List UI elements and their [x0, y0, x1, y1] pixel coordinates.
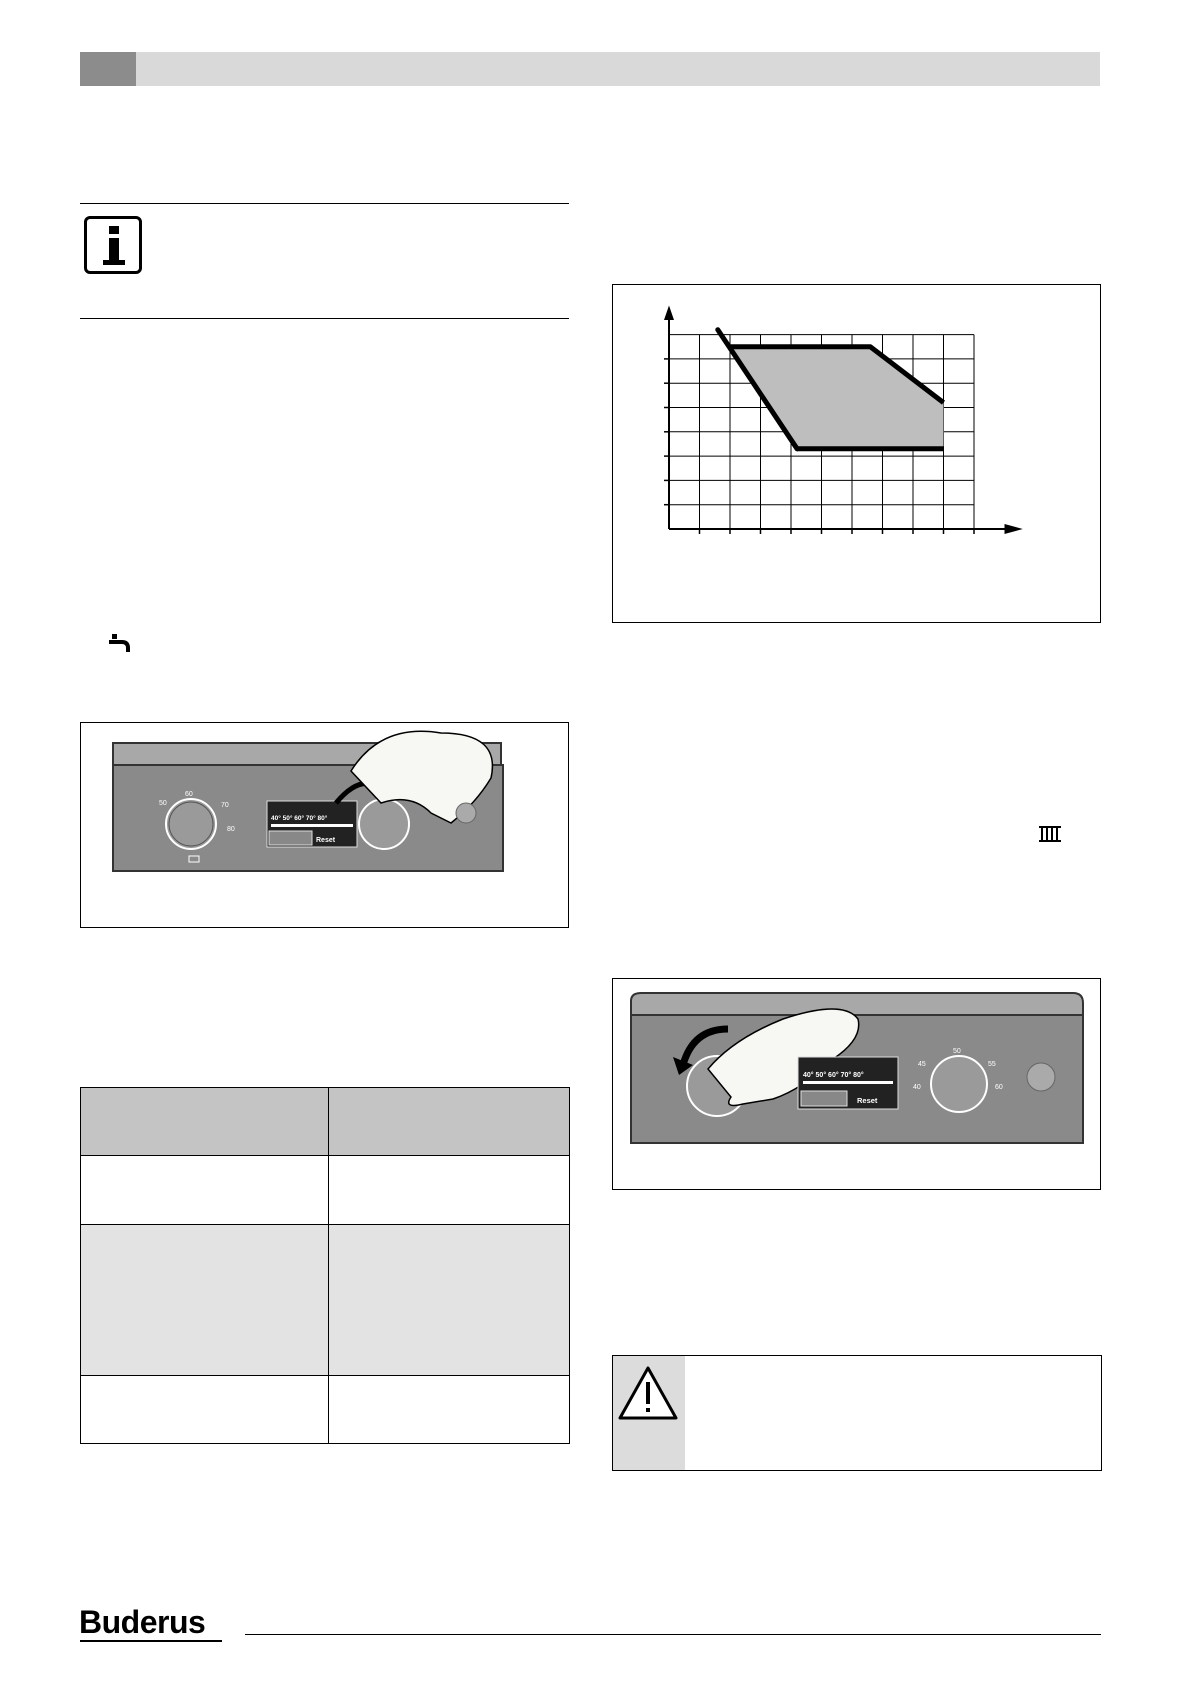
table-header-row	[81, 1088, 570, 1156]
footer-rule	[245, 1634, 1101, 1635]
tap-icon	[106, 634, 136, 658]
boiler-panel-illustration-1	[81, 723, 568, 927]
pressure-gauge	[456, 803, 476, 823]
note-top-rule	[80, 203, 569, 204]
table-row	[81, 1156, 570, 1225]
logo-underline	[80, 1640, 222, 1642]
dhw-scale-55: 55	[988, 1061, 996, 1068]
brand-logo: Buderus	[79, 1604, 206, 1640]
radiator-icon	[1038, 824, 1062, 844]
warning-icon	[616, 1364, 680, 1422]
dhw-scale-45: 45	[918, 1061, 926, 1068]
reset-button: Reset	[857, 1096, 878, 1105]
dhw-knob[interactable]	[359, 799, 409, 849]
power-button[interactable]	[801, 1091, 847, 1106]
display-bars	[271, 824, 353, 827]
data-table	[80, 1087, 570, 1444]
dhw-scale-60: 60	[995, 1084, 1003, 1091]
x-axis-arrow	[1005, 524, 1023, 534]
reset-button[interactable]: Reset	[316, 837, 336, 844]
table-row	[81, 1225, 570, 1376]
dhw-scale-40: 40	[913, 1084, 921, 1091]
y-axis-arrow	[664, 305, 674, 320]
note-bottom-rule	[80, 318, 569, 319]
boiler-panel-illustration-2	[613, 979, 1100, 1189]
warning-box	[612, 1355, 1102, 1471]
info-icon	[84, 216, 142, 274]
dhw-scale-50: 50	[953, 1048, 961, 1055]
figure-chart	[612, 284, 1101, 623]
display-bars	[803, 1081, 893, 1084]
power-button[interactable]	[269, 831, 312, 845]
dhw-knob[interactable]	[931, 1056, 987, 1112]
heating-scale-60: 60	[185, 791, 193, 798]
heating-scale-70: 70	[221, 802, 229, 809]
figure-dhw-knob	[80, 722, 569, 928]
header-bar	[80, 52, 1100, 86]
table-row	[81, 1376, 570, 1444]
display-temps: 40° 50° 60° 70° 80°	[803, 1072, 864, 1079]
figure-heating-knob	[612, 978, 1101, 1190]
heating-scale-80: 80	[227, 826, 235, 833]
heating-knob[interactable]	[166, 799, 216, 849]
pressure-gauge	[1027, 1063, 1055, 1091]
chart-svg	[613, 285, 1100, 622]
display-temps: 40° 50° 60° 70° 80°	[271, 815, 328, 822]
heating-scale-50: 50	[159, 800, 167, 807]
header-tab	[80, 52, 136, 86]
